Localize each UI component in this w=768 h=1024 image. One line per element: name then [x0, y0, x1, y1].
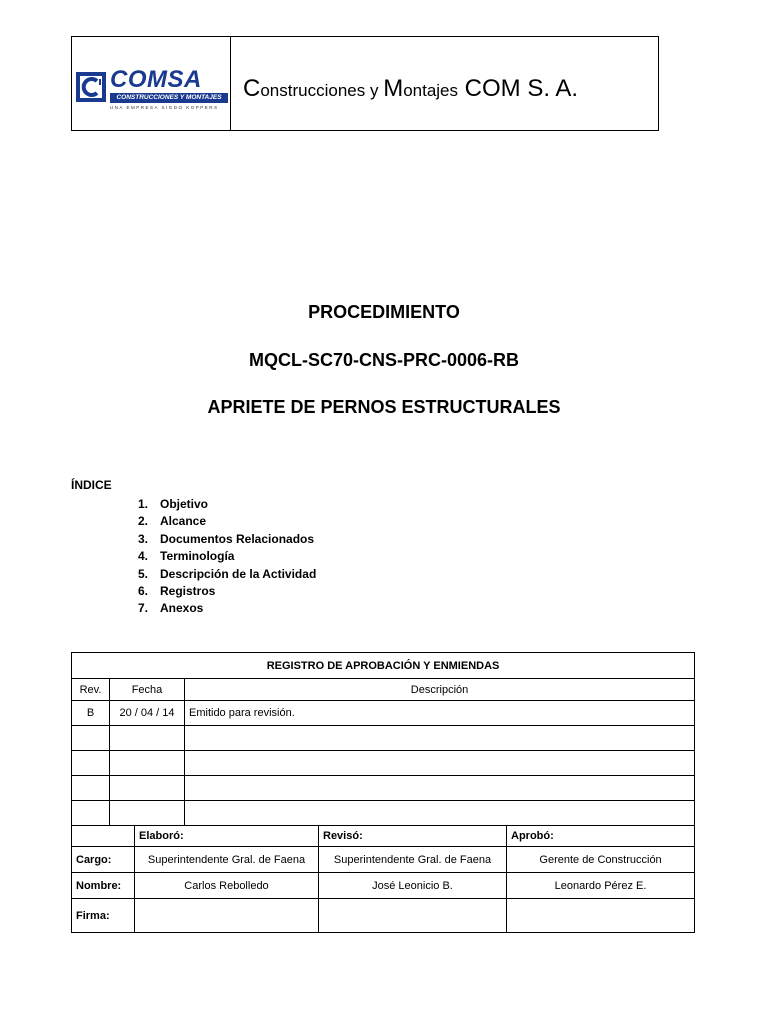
header-divider: [230, 37, 231, 130]
description-cell: [185, 801, 695, 826]
column-header: Rev.: [72, 679, 110, 701]
rev-cell: B: [72, 701, 110, 726]
cargo-elaboro: Superintendente Gral. de Faena: [135, 847, 319, 873]
elaboro-header: Elaboró:: [135, 826, 319, 847]
logo-wordmark: COMSA: [110, 66, 202, 93]
rev-cell: [72, 801, 110, 826]
nombre-row: [72, 873, 695, 899]
table-title-row: [72, 653, 695, 679]
column-header: Descripción: [185, 679, 695, 701]
cargo-row: [72, 847, 695, 873]
firma-row: [72, 899, 695, 933]
nombre-label: Nombre:: [72, 873, 135, 899]
table-row: [72, 801, 695, 826]
aprobo-header: Aprobó:: [507, 826, 695, 847]
nombre-reviso: José Leonicio B.: [319, 873, 507, 899]
firma-reviso: [319, 899, 507, 933]
nombre-aprobo: Leonardo Pérez E.: [507, 873, 695, 899]
registry-title: REGISTRO DE APROBACIÓN Y ENMIENDAS: [72, 653, 695, 679]
cargo-reviso: Superintendente Gral. de Faena: [319, 847, 507, 873]
date-cell: [110, 801, 185, 826]
index-heading: ÍNDICE: [71, 478, 112, 492]
rev-cell: [72, 776, 110, 801]
date-cell: [110, 751, 185, 776]
table-header-row: [72, 679, 695, 701]
document-code: MQCL-SC70-CNS-PRC-0006-RB: [248, 350, 520, 370]
table-row: [72, 776, 695, 801]
document-subject: APRIETE DE PERNOS ESTRUCTURALES: [207, 397, 561, 417]
column-header: Fecha: [110, 679, 185, 701]
index-item: 5. Descripción de la Actividad: [138, 566, 317, 581]
logo-tagline: UNA EMPRESA SIGDO KOPPERS: [110, 105, 219, 110]
reviso-header: Revisó:: [319, 826, 507, 847]
date-cell: [110, 776, 185, 801]
rev-cell: [72, 726, 110, 751]
date-cell: [110, 726, 185, 751]
empty-cell: [72, 826, 135, 847]
comsa-emblem-icon: [76, 72, 106, 102]
firma-label: Firma:: [72, 899, 135, 933]
logo-band: CONSTRUCCIONES Y MONTAJES: [110, 93, 228, 103]
index-item: 1. Objetivo: [138, 497, 209, 511]
index-item: 4. Terminología: [138, 549, 235, 564]
firma-aprobo: [507, 899, 695, 933]
description-cell: [185, 776, 695, 801]
description-cell: Emitido para revisión.: [185, 701, 695, 726]
comsa-logo: [76, 66, 228, 116]
rev-cell: [72, 751, 110, 776]
index-item: 2. Alcance: [138, 514, 207, 529]
table-row: [72, 751, 695, 776]
company-name: Construcciones y Montajes COM S. A.: [243, 75, 579, 102]
table-row: [72, 701, 695, 726]
index-item: 7. Anexos: [138, 601, 204, 616]
description-cell: [185, 726, 695, 751]
table-row: [72, 726, 695, 751]
date-cell: 20 / 04 / 14: [110, 701, 185, 726]
approval-registry-table: [71, 652, 695, 933]
firma-elaboro: [135, 899, 319, 933]
cargo-aprobo: Gerente de Construcción: [507, 847, 695, 873]
description-cell: [185, 751, 695, 776]
index-list: [138, 496, 316, 618]
index-item: 6. Registros: [138, 584, 216, 599]
nombre-elaboro: Carlos Rebolledo: [135, 873, 319, 899]
document-type: PROCEDIMIENTO: [308, 302, 460, 322]
approval-header-row: [72, 826, 695, 847]
cargo-label: Cargo:: [72, 847, 135, 873]
document-header: [71, 36, 659, 131]
index-item: 3. Documentos Relacionados: [138, 531, 315, 546]
